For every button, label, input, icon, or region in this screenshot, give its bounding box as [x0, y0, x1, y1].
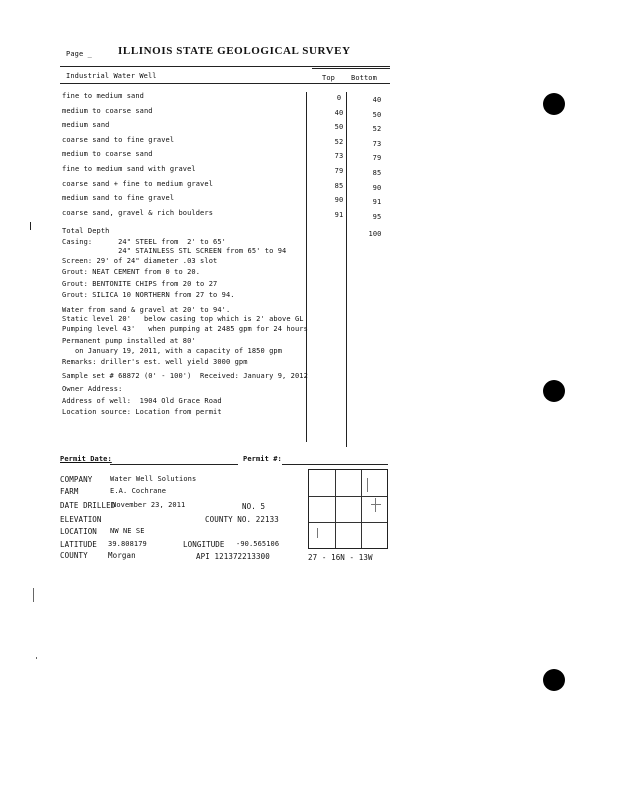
total-depth-value: 100 — [368, 230, 382, 238]
column-top-header: Top — [322, 74, 335, 82]
column-bottom-header: Bottom — [351, 74, 377, 82]
strata-bottom: 73 — [372, 139, 382, 148]
strata-description: medium sand — [62, 121, 110, 130]
strata-top: 90 — [334, 196, 344, 205]
permit-date-line — [110, 464, 238, 465]
note-line: Remarks: driller's est. well yield 3000 gpm — [62, 358, 248, 366]
strata-description: medium to coarse sand — [62, 150, 153, 159]
total-depth-label: Total Depth — [62, 227, 110, 235]
margin-dot-lower — [36, 657, 37, 659]
strata-description: coarse sand + fine to medium gravel — [62, 179, 214, 188]
api-label: API 121372213300 — [196, 552, 270, 561]
location-label: LOCATION — [60, 527, 97, 536]
strata-bottom: 40 — [372, 96, 382, 104]
strata-description: medium sand to fine gravel — [62, 194, 175, 203]
note-line: Pumping level 43' when pumping at 2485 gpm for 24 hours — [62, 325, 308, 333]
strata-bottom: 52 — [372, 125, 382, 134]
strata-bottom: 79 — [372, 154, 382, 163]
strata-description: fine to medium sand — [62, 92, 144, 100]
strata-top: 50 — [334, 123, 344, 132]
note-line: Water from sand & gravel at 20' to 94'. — [62, 306, 231, 314]
location-value: NW NE SE — [110, 527, 145, 535]
margin-mark — [30, 222, 31, 230]
farm-label: FARM — [60, 487, 79, 496]
strata-top: 79 — [334, 167, 344, 175]
date-drilled-label: DATE DRILLED — [60, 501, 116, 510]
note-line: Sample set # 68872 (0' - 100') Received: January 9, 2012 — [62, 372, 308, 380]
county-no-value: 22133 — [255, 515, 279, 524]
punch-hole-top — [543, 93, 565, 115]
strata-top: 85 — [334, 181, 344, 190]
strata-bottom: 85 — [372, 169, 382, 177]
strata-description: coarse sand, gravel & rich boulders — [62, 208, 214, 217]
strata-top: 73 — [334, 152, 344, 161]
county-no-label: COUNTY NO. 22133 — [205, 515, 279, 524]
county-label: COUNTY — [60, 551, 88, 560]
note-line: Static level 20' below casing top which is 2' above GL — [62, 315, 304, 323]
note-line: Grout: SILICA 10 NORTHERN from 27 to 94. — [62, 291, 235, 299]
strata-description: fine to medium sand with gravel — [62, 165, 196, 173]
note-line: Permanent pump installed at 80' — [62, 337, 196, 345]
note-line: Grout: NEAT CEMENT from 0 to 20. — [62, 268, 201, 276]
header-rule-right — [312, 68, 390, 69]
permit-date-label: Permit Date: — [60, 455, 112, 463]
note-line: Casing: 24" STEEL from 2' to 65' — [62, 238, 226, 246]
margin-dots-left — [33, 588, 34, 602]
section-location-grid — [308, 469, 388, 549]
note-line: 24" STAINLESS STL SCREEN from 65' to 94 — [62, 247, 287, 255]
note-line: Location source: Location from permit — [62, 408, 222, 416]
api-value: 121372213300 — [214, 552, 270, 561]
company-label: COMPANY — [60, 475, 93, 484]
strata-bottom: 91 — [372, 198, 382, 207]
strata-bottom: 90 — [372, 183, 382, 192]
punch-hole-bottom — [543, 669, 565, 691]
strata-description: medium to coarse sand — [62, 106, 153, 115]
strata-description: coarse sand to fine gravel — [62, 135, 175, 144]
elevation-label: ELEVATION — [60, 515, 102, 524]
farm-value: E.A. Cochrane — [110, 487, 167, 495]
strata-bottom: 95 — [372, 212, 382, 221]
latitude-label: LATITUDE — [60, 540, 97, 549]
permit-number-label: Permit #: — [243, 455, 282, 463]
well-type-label: Industrial Water Well — [66, 72, 157, 80]
strata-top: 0 — [336, 94, 342, 102]
well-no-value: 5 — [260, 502, 266, 511]
note-line: Owner Address: — [62, 385, 123, 393]
punch-hole-middle — [543, 380, 565, 402]
longitude-value: -90.565106 — [236, 540, 280, 548]
date-drilled-value: November 23, 2011 — [112, 501, 186, 509]
header-rule-top — [60, 66, 390, 67]
note-line: Address of well: 1904 Old Grace Road — [62, 397, 222, 405]
note-line: on January 19, 2011, with a capacity of 1850 gpm — [62, 347, 283, 355]
strata-bottom: 50 — [372, 110, 382, 119]
well-no-label: NO. 5 — [242, 502, 266, 511]
strata-top: 52 — [334, 137, 344, 146]
page-title: ILLINOIS STATE GEOLOGICAL SURVEY — [118, 45, 351, 57]
company-value: Water Well Solutions — [110, 475, 197, 483]
column-divider-left — [306, 92, 307, 442]
header-rule-bottom — [60, 83, 390, 84]
strata-top: 40 — [334, 108, 344, 117]
permit-number-line — [282, 464, 388, 465]
longitude-label: LONGITUDE — [183, 540, 225, 549]
township-range: 27 - 16N - 13W — [308, 553, 373, 562]
strata-top: 91 — [334, 210, 344, 219]
latitude-value: 39.808179 — [108, 540, 147, 548]
county-value: Morgan — [108, 551, 136, 560]
note-line: Screen: 29' of 24" diameter .03 slot — [62, 257, 218, 265]
note-line: Grout: BENTONITE CHIPS from 20 to 27 — [62, 280, 218, 288]
page-label: Page _ — [66, 50, 92, 58]
